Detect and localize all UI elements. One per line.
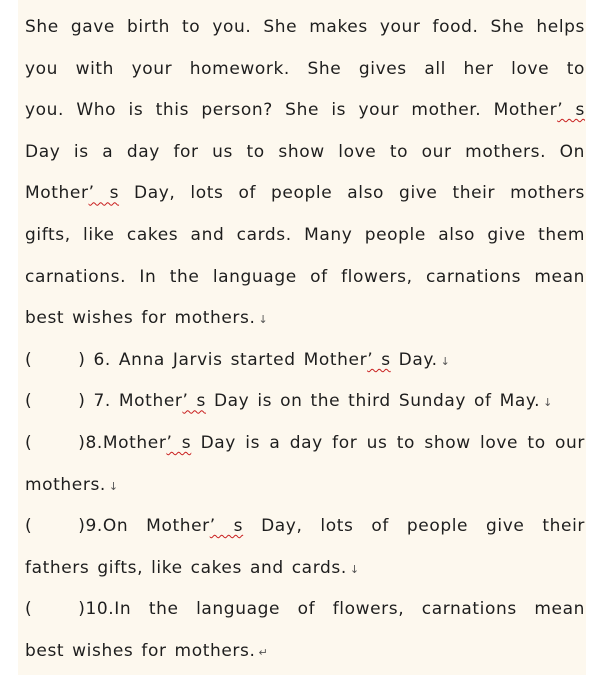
question-10-continuation <box>25 631 585 673</box>
spellcheck-squiggle: ’ s <box>367 349 391 370</box>
answer-paren-close: ) <box>78 432 86 453</box>
question-text: 7. Mother’ s Day is on the third Sunday of May. <box>93 391 541 412</box>
spellcheck-squiggle: ’ s <box>557 100 585 121</box>
paragraph-mark-icon: ↵ <box>258 645 269 659</box>
passage-line: you with your homework. She gives all her love to <box>25 58 585 79</box>
question-text: 8.Mother’ s Day is a day for us to show love to our <box>85 432 585 453</box>
question-text-continued: best wishes for mothers. <box>25 640 256 661</box>
spellcheck-squiggle: ’ s <box>209 516 244 537</box>
spellcheck-squiggle: ’ s <box>182 391 206 412</box>
answer-paren-open: ( <box>25 599 33 620</box>
question-7 <box>25 381 585 423</box>
spellcheck-squiggle: ’ s <box>88 183 120 204</box>
question-9 <box>25 506 585 548</box>
question-8-continuation <box>25 465 585 507</box>
paragraph-mark-icon: ↓ <box>108 479 119 493</box>
paragraph-mark-icon: ↓ <box>543 396 553 410</box>
answer-paren-close: ) <box>78 349 86 370</box>
passage-line: gifts, like cakes and cards. Many people also give them <box>25 224 585 245</box>
paragraph-mark-icon: ↓ <box>258 313 269 327</box>
passage-line: you. Who is this person? She is your mother. Mother’ s <box>25 100 585 121</box>
question-10 <box>25 589 585 631</box>
question-6 <box>25 340 585 382</box>
paragraph-mark-icon: ↓ <box>349 562 360 576</box>
question-text: 10.In the language of flowers, carnations mean <box>85 599 585 620</box>
passage-line: carnations. In the language of flowers, carnations mean <box>25 266 585 287</box>
question-text: 9.On Mother’ s Day, lots of people give their <box>85 516 586 537</box>
answer-paren-close: ) <box>78 391 86 412</box>
answer-paren-open: ( <box>25 391 33 412</box>
passage-last-line <box>25 298 585 340</box>
answer-paren-open: ( <box>25 432 33 453</box>
answer-paren-close: ) <box>78 599 86 620</box>
answer-paren-open: ( <box>25 349 33 370</box>
question-text: 6. Anna Jarvis started Mother’ s Day. <box>93 349 438 370</box>
passage-line: best wishes for mothers. <box>25 308 256 329</box>
question-text-continued: fathers gifts, like cakes and cards. <box>25 557 347 578</box>
passage-line: Mother’ s Day, lots of people also give their mothers <box>25 183 585 204</box>
question-8 <box>25 423 585 465</box>
answer-paren-open: ( <box>25 516 33 537</box>
answer-paren-close: ) <box>78 516 86 537</box>
paragraph-mark-icon: ↓ <box>440 354 451 368</box>
passage-line: Day is a day for us to show love to our mothers. On <box>25 141 585 162</box>
question-9-continuation <box>25 548 585 590</box>
spellcheck-squiggle: ’ s <box>166 432 192 453</box>
passage-line: She gave birth to you. She makes your food. She helps <box>25 17 585 37</box>
question-text-continued: mothers. <box>25 474 106 495</box>
document-text <box>25 7 585 673</box>
